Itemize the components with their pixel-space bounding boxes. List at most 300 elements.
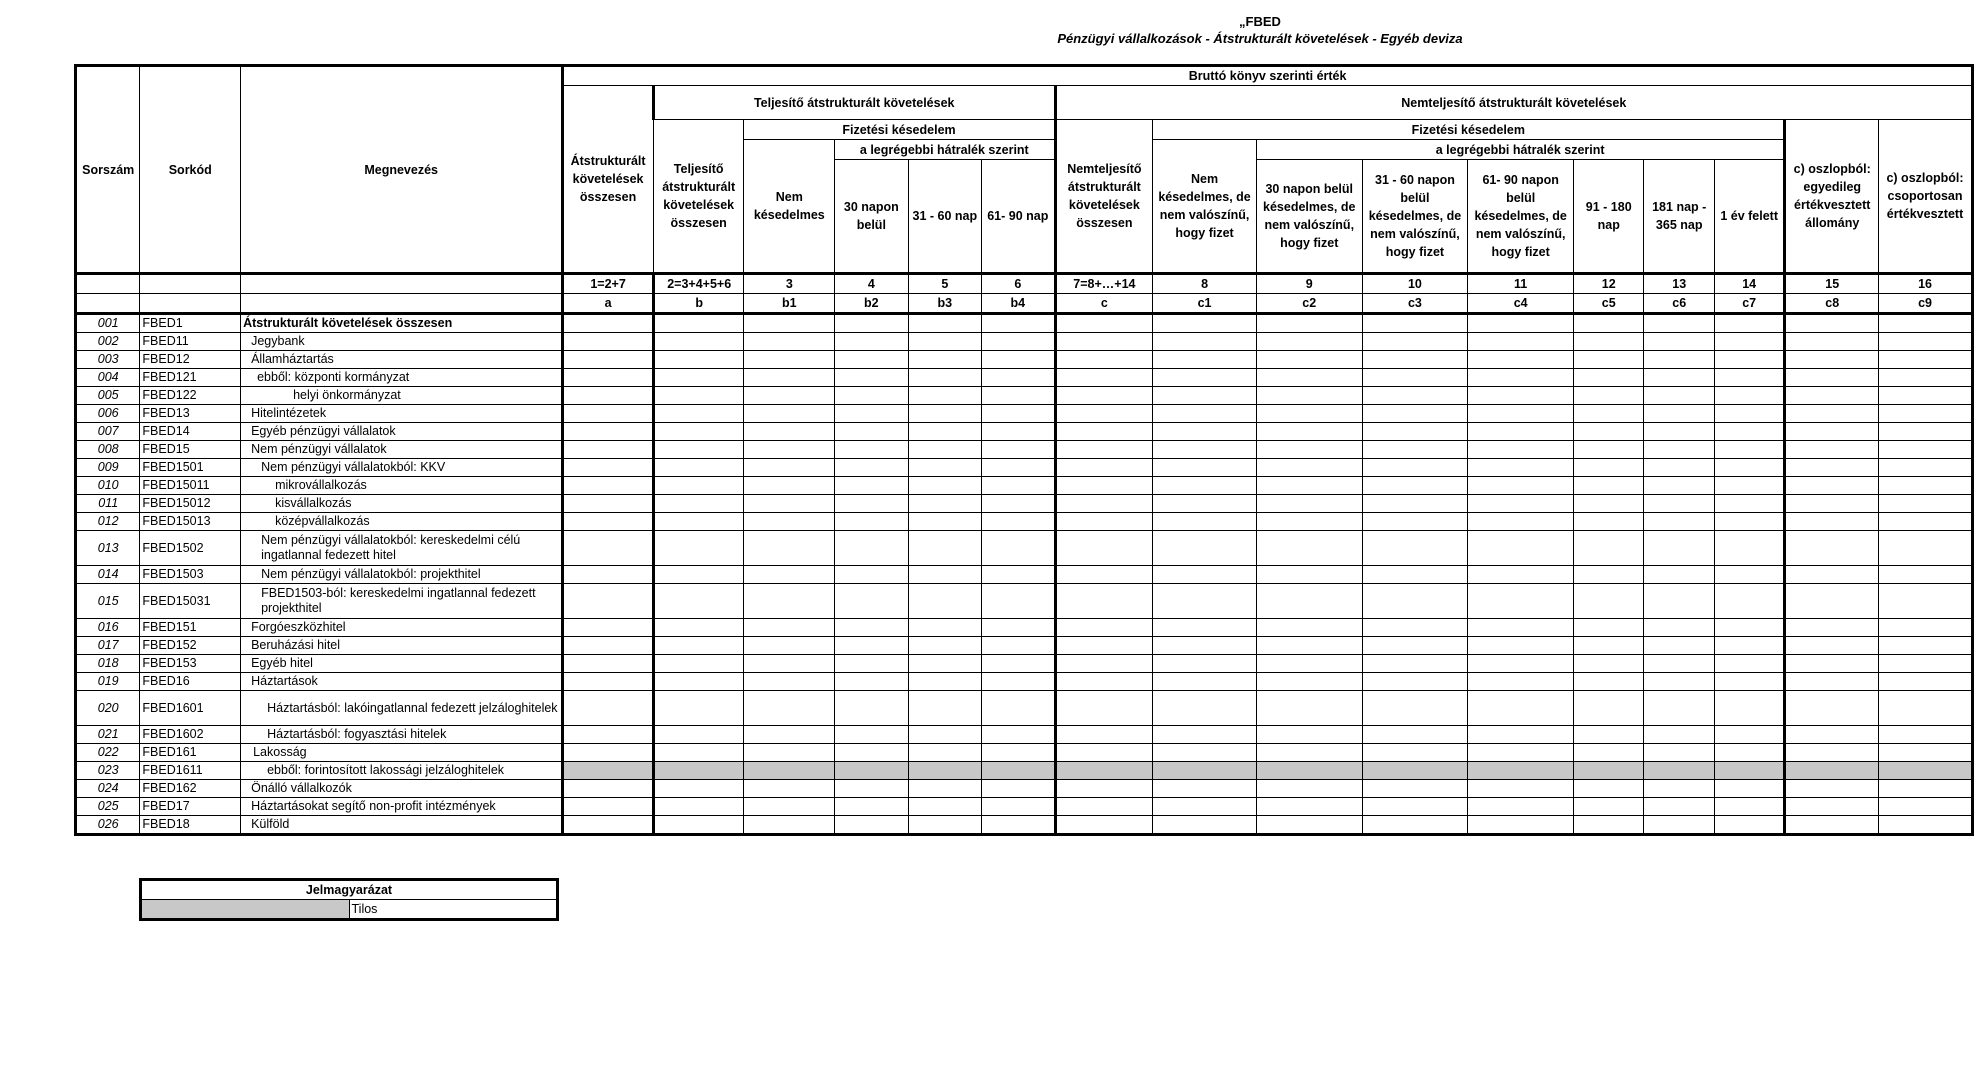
value-cell[interactable]	[1055, 726, 1153, 744]
value-cell[interactable]	[1714, 495, 1784, 513]
value-cell[interactable]	[744, 387, 835, 405]
value-cell[interactable]	[1055, 405, 1153, 423]
value-cell[interactable]	[908, 780, 981, 798]
value-cell[interactable]	[1879, 387, 1973, 405]
value-cell[interactable]	[835, 459, 908, 477]
value-cell[interactable]	[744, 531, 835, 566]
value-cell[interactable]	[1644, 513, 1714, 531]
value-cell[interactable]	[908, 744, 981, 762]
value-cell[interactable]	[1714, 441, 1784, 459]
value-cell[interactable]	[1362, 369, 1468, 387]
value-cell[interactable]	[1644, 387, 1714, 405]
value-cell[interactable]	[908, 369, 981, 387]
value-cell[interactable]	[744, 441, 835, 459]
value-cell[interactable]	[1362, 691, 1468, 726]
value-cell[interactable]	[1785, 387, 1879, 405]
value-cell[interactable]	[1785, 584, 1879, 619]
value-cell[interactable]	[1055, 673, 1153, 691]
value-cell[interactable]	[1879, 816, 1973, 835]
value-cell[interactable]	[908, 566, 981, 584]
value-cell[interactable]	[1256, 726, 1362, 744]
value-cell[interactable]	[1785, 691, 1879, 726]
value-cell[interactable]	[835, 744, 908, 762]
value-cell[interactable]	[982, 351, 1055, 369]
value-cell[interactable]	[1574, 780, 1644, 798]
value-cell[interactable]	[744, 780, 835, 798]
value-cell[interactable]	[835, 798, 908, 816]
value-cell[interactable]	[1153, 584, 1257, 619]
value-cell[interactable]	[653, 369, 744, 387]
value-cell[interactable]	[1644, 726, 1714, 744]
value-cell[interactable]	[1153, 405, 1257, 423]
value-cell[interactable]	[1785, 744, 1879, 762]
value-cell[interactable]	[835, 513, 908, 531]
value-cell[interactable]	[1574, 314, 1644, 333]
value-cell[interactable]	[744, 477, 835, 495]
value-cell[interactable]	[744, 726, 835, 744]
value-cell[interactable]	[1153, 477, 1257, 495]
value-cell[interactable]	[982, 780, 1055, 798]
value-cell[interactable]	[653, 566, 744, 584]
value-cell[interactable]	[1468, 314, 1574, 333]
value-cell[interactable]	[982, 673, 1055, 691]
value-cell[interactable]	[1714, 477, 1784, 495]
value-cell[interactable]	[653, 333, 744, 351]
value-cell[interactable]	[1055, 333, 1153, 351]
value-cell[interactable]	[1055, 351, 1153, 369]
value-cell[interactable]	[1879, 405, 1973, 423]
value-cell[interactable]	[744, 584, 835, 619]
value-cell[interactable]	[1362, 816, 1468, 835]
value-cell[interactable]	[653, 673, 744, 691]
value-cell[interactable]	[1468, 584, 1574, 619]
value-cell[interactable]	[835, 637, 908, 655]
value-cell[interactable]	[1879, 351, 1973, 369]
value-cell[interactable]	[982, 691, 1055, 726]
value-cell[interactable]	[835, 477, 908, 495]
value-cell[interactable]	[1785, 477, 1879, 495]
value-cell[interactable]	[1256, 351, 1362, 369]
value-cell[interactable]	[563, 780, 654, 798]
value-cell[interactable]	[653, 816, 744, 835]
value-cell[interactable]	[1362, 655, 1468, 673]
value-cell[interactable]	[1879, 744, 1973, 762]
value-cell[interactable]	[744, 369, 835, 387]
value-cell[interactable]	[1714, 816, 1784, 835]
value-cell[interactable]	[835, 673, 908, 691]
value-cell[interactable]	[982, 369, 1055, 387]
value-cell[interactable]	[1468, 477, 1574, 495]
value-cell[interactable]	[1785, 351, 1879, 369]
value-cell[interactable]	[908, 333, 981, 351]
value-cell[interactable]	[1055, 619, 1153, 637]
value-cell[interactable]	[1153, 314, 1257, 333]
value-cell[interactable]	[1362, 495, 1468, 513]
value-cell[interactable]	[835, 333, 908, 351]
value-cell[interactable]	[653, 405, 744, 423]
value-cell[interactable]	[653, 619, 744, 637]
value-cell[interactable]	[1714, 780, 1784, 798]
value-cell[interactable]	[982, 459, 1055, 477]
value-cell[interactable]	[908, 637, 981, 655]
value-cell[interactable]	[1574, 655, 1644, 673]
value-cell[interactable]	[908, 314, 981, 333]
value-cell[interactable]	[1055, 369, 1153, 387]
value-cell[interactable]	[653, 441, 744, 459]
value-cell[interactable]	[1785, 566, 1879, 584]
value-cell[interactable]	[1644, 673, 1714, 691]
value-cell[interactable]	[1362, 387, 1468, 405]
value-cell[interactable]	[1055, 584, 1153, 619]
value-cell[interactable]	[1714, 459, 1784, 477]
value-cell[interactable]	[563, 477, 654, 495]
value-cell[interactable]	[1785, 619, 1879, 637]
value-cell[interactable]	[1785, 405, 1879, 423]
value-cell[interactable]	[1574, 441, 1644, 459]
value-cell[interactable]	[1714, 351, 1784, 369]
value-cell[interactable]	[653, 477, 744, 495]
value-cell[interactable]	[1153, 655, 1257, 673]
value-cell[interactable]	[1785, 369, 1879, 387]
value-cell[interactable]	[1785, 495, 1879, 513]
value-cell[interactable]	[1468, 495, 1574, 513]
value-cell[interactable]	[1785, 655, 1879, 673]
value-cell[interactable]	[1468, 637, 1574, 655]
value-cell[interactable]	[1574, 726, 1644, 744]
value-cell[interactable]	[1055, 513, 1153, 531]
value-cell[interactable]	[1785, 816, 1879, 835]
value-cell[interactable]	[982, 531, 1055, 566]
value-cell[interactable]	[1879, 513, 1973, 531]
value-cell[interactable]	[1055, 566, 1153, 584]
value-cell[interactable]	[1714, 798, 1784, 816]
value-cell[interactable]	[1153, 459, 1257, 477]
value-cell[interactable]	[1362, 726, 1468, 744]
value-cell[interactable]	[1256, 405, 1362, 423]
value-cell[interactable]	[1055, 314, 1153, 333]
value-cell[interactable]	[1055, 816, 1153, 835]
value-cell[interactable]	[982, 387, 1055, 405]
value-cell[interactable]	[1153, 369, 1257, 387]
value-cell[interactable]	[1055, 459, 1153, 477]
value-cell[interactable]	[563, 673, 654, 691]
value-cell[interactable]	[653, 351, 744, 369]
value-cell[interactable]	[1574, 744, 1644, 762]
value-cell[interactable]	[835, 780, 908, 798]
value-cell[interactable]	[1256, 314, 1362, 333]
value-cell[interactable]	[982, 816, 1055, 835]
value-cell[interactable]	[1879, 637, 1973, 655]
value-cell[interactable]	[1256, 513, 1362, 531]
value-cell[interactable]	[982, 495, 1055, 513]
value-cell[interactable]	[563, 531, 654, 566]
value-cell[interactable]	[1879, 495, 1973, 513]
value-cell[interactable]	[563, 423, 654, 441]
value-cell[interactable]	[1714, 405, 1784, 423]
value-cell[interactable]	[1574, 459, 1644, 477]
value-cell[interactable]	[1468, 726, 1574, 744]
value-cell[interactable]	[563, 816, 654, 835]
value-cell[interactable]	[908, 531, 981, 566]
value-cell[interactable]	[1468, 691, 1574, 726]
value-cell[interactable]	[835, 655, 908, 673]
value-cell[interactable]	[1256, 584, 1362, 619]
value-cell[interactable]	[1055, 531, 1153, 566]
value-cell[interactable]	[1256, 673, 1362, 691]
value-cell[interactable]	[1153, 387, 1257, 405]
value-cell[interactable]	[1644, 351, 1714, 369]
value-cell[interactable]	[1785, 459, 1879, 477]
value-cell[interactable]	[1153, 531, 1257, 566]
value-cell[interactable]	[1714, 584, 1784, 619]
value-cell[interactable]	[1256, 387, 1362, 405]
value-cell[interactable]	[1055, 441, 1153, 459]
value-cell[interactable]	[1574, 495, 1644, 513]
value-cell[interactable]	[835, 369, 908, 387]
value-cell[interactable]	[1055, 691, 1153, 726]
value-cell[interactable]	[1256, 691, 1362, 726]
value-cell[interactable]	[1055, 387, 1153, 405]
value-cell[interactable]	[835, 405, 908, 423]
value-cell[interactable]	[1153, 744, 1257, 762]
value-cell[interactable]	[1468, 744, 1574, 762]
value-cell[interactable]	[1362, 566, 1468, 584]
value-cell[interactable]	[1785, 726, 1879, 744]
value-cell[interactable]	[1714, 691, 1784, 726]
value-cell[interactable]	[1153, 333, 1257, 351]
value-cell[interactable]	[744, 637, 835, 655]
value-cell[interactable]	[1574, 566, 1644, 584]
value-cell[interactable]	[744, 459, 835, 477]
value-cell[interactable]	[1574, 816, 1644, 835]
value-cell[interactable]	[1879, 314, 1973, 333]
value-cell[interactable]	[1256, 566, 1362, 584]
value-cell[interactable]	[1468, 619, 1574, 637]
value-cell[interactable]	[1879, 726, 1973, 744]
value-cell[interactable]	[1256, 423, 1362, 441]
value-cell[interactable]	[1879, 584, 1973, 619]
value-cell[interactable]	[1714, 744, 1784, 762]
value-cell[interactable]	[1362, 584, 1468, 619]
value-cell[interactable]	[1644, 584, 1714, 619]
value-cell[interactable]	[1256, 619, 1362, 637]
value-cell[interactable]	[908, 619, 981, 637]
value-cell[interactable]	[653, 798, 744, 816]
value-cell[interactable]	[653, 584, 744, 619]
value-cell[interactable]	[1714, 637, 1784, 655]
value-cell[interactable]	[1714, 387, 1784, 405]
value-cell[interactable]	[1879, 369, 1973, 387]
value-cell[interactable]	[1574, 673, 1644, 691]
value-cell[interactable]	[1153, 726, 1257, 744]
value-cell[interactable]	[1574, 477, 1644, 495]
value-cell[interactable]	[1468, 405, 1574, 423]
value-cell[interactable]	[1153, 566, 1257, 584]
value-cell[interactable]	[835, 441, 908, 459]
value-cell[interactable]	[1153, 673, 1257, 691]
value-cell[interactable]	[1879, 566, 1973, 584]
value-cell[interactable]	[1785, 513, 1879, 531]
value-cell[interactable]	[744, 744, 835, 762]
value-cell[interactable]	[1256, 495, 1362, 513]
value-cell[interactable]	[1644, 333, 1714, 351]
value-cell[interactable]	[1574, 405, 1644, 423]
value-cell[interactable]	[1153, 691, 1257, 726]
value-cell[interactable]	[1468, 351, 1574, 369]
value-cell[interactable]	[1714, 726, 1784, 744]
value-cell[interactable]	[563, 584, 654, 619]
value-cell[interactable]	[744, 351, 835, 369]
value-cell[interactable]	[1574, 333, 1644, 351]
value-cell[interactable]	[1362, 333, 1468, 351]
value-cell[interactable]	[1362, 619, 1468, 637]
value-cell[interactable]	[835, 531, 908, 566]
value-cell[interactable]	[653, 423, 744, 441]
value-cell[interactable]	[1153, 816, 1257, 835]
value-cell[interactable]	[1362, 314, 1468, 333]
value-cell[interactable]	[835, 584, 908, 619]
value-cell[interactable]	[1574, 637, 1644, 655]
value-cell[interactable]	[653, 314, 744, 333]
value-cell[interactable]	[1574, 619, 1644, 637]
value-cell[interactable]	[1362, 637, 1468, 655]
value-cell[interactable]	[1785, 780, 1879, 798]
value-cell[interactable]	[982, 655, 1055, 673]
value-cell[interactable]	[1644, 691, 1714, 726]
value-cell[interactable]	[1879, 619, 1973, 637]
value-cell[interactable]	[908, 477, 981, 495]
value-cell[interactable]	[1644, 314, 1714, 333]
value-cell[interactable]	[1879, 691, 1973, 726]
value-cell[interactable]	[653, 780, 744, 798]
value-cell[interactable]	[1362, 423, 1468, 441]
value-cell[interactable]	[563, 351, 654, 369]
value-cell[interactable]	[1879, 531, 1973, 566]
value-cell[interactable]	[908, 423, 981, 441]
value-cell[interactable]	[1055, 495, 1153, 513]
value-cell[interactable]	[1879, 798, 1973, 816]
value-cell[interactable]	[1879, 780, 1973, 798]
value-cell[interactable]	[982, 619, 1055, 637]
value-cell[interactable]	[1468, 816, 1574, 835]
value-cell[interactable]	[1644, 744, 1714, 762]
value-cell[interactable]	[1574, 387, 1644, 405]
value-cell[interactable]	[982, 405, 1055, 423]
value-cell[interactable]	[1574, 351, 1644, 369]
value-cell[interactable]	[1256, 637, 1362, 655]
value-cell[interactable]	[1574, 531, 1644, 566]
value-cell[interactable]	[1256, 441, 1362, 459]
value-cell[interactable]	[1574, 798, 1644, 816]
value-cell[interactable]	[744, 655, 835, 673]
value-cell[interactable]	[1644, 477, 1714, 495]
value-cell[interactable]	[1644, 441, 1714, 459]
value-cell[interactable]	[744, 513, 835, 531]
value-cell[interactable]	[1055, 655, 1153, 673]
value-cell[interactable]	[1468, 780, 1574, 798]
value-cell[interactable]	[982, 314, 1055, 333]
value-cell[interactable]	[1256, 459, 1362, 477]
value-cell[interactable]	[744, 798, 835, 816]
value-cell[interactable]	[1153, 351, 1257, 369]
value-cell[interactable]	[835, 495, 908, 513]
value-cell[interactable]	[1256, 744, 1362, 762]
value-cell[interactable]	[1362, 798, 1468, 816]
value-cell[interactable]	[1574, 513, 1644, 531]
value-cell[interactable]	[563, 333, 654, 351]
value-cell[interactable]	[1362, 405, 1468, 423]
value-cell[interactable]	[1879, 655, 1973, 673]
value-cell[interactable]	[835, 816, 908, 835]
value-cell[interactable]	[908, 459, 981, 477]
value-cell[interactable]	[908, 387, 981, 405]
value-cell[interactable]	[1714, 673, 1784, 691]
value-cell[interactable]	[1362, 780, 1468, 798]
value-cell[interactable]	[563, 387, 654, 405]
value-cell[interactable]	[908, 816, 981, 835]
value-cell[interactable]	[1362, 744, 1468, 762]
value-cell[interactable]	[744, 691, 835, 726]
value-cell[interactable]	[744, 495, 835, 513]
value-cell[interactable]	[744, 423, 835, 441]
value-cell[interactable]	[1362, 673, 1468, 691]
value-cell[interactable]	[744, 314, 835, 333]
value-cell[interactable]	[744, 619, 835, 637]
value-cell[interactable]	[1879, 333, 1973, 351]
value-cell[interactable]	[653, 744, 744, 762]
value-cell[interactable]	[1256, 780, 1362, 798]
value-cell[interactable]	[563, 566, 654, 584]
value-cell[interactable]	[1256, 369, 1362, 387]
value-cell[interactable]	[1153, 495, 1257, 513]
value-cell[interactable]	[908, 655, 981, 673]
value-cell[interactable]	[982, 798, 1055, 816]
value-cell[interactable]	[1714, 369, 1784, 387]
value-cell[interactable]	[1468, 655, 1574, 673]
value-cell[interactable]	[982, 333, 1055, 351]
value-cell[interactable]	[1468, 333, 1574, 351]
value-cell[interactable]	[1785, 531, 1879, 566]
value-cell[interactable]	[563, 495, 654, 513]
value-cell[interactable]	[1574, 369, 1644, 387]
value-cell[interactable]	[982, 513, 1055, 531]
value-cell[interactable]	[563, 369, 654, 387]
value-cell[interactable]	[982, 441, 1055, 459]
value-cell[interactable]	[653, 637, 744, 655]
value-cell[interactable]	[1644, 531, 1714, 566]
value-cell[interactable]	[1574, 691, 1644, 726]
value-cell[interactable]	[982, 566, 1055, 584]
value-cell[interactable]	[1153, 798, 1257, 816]
value-cell[interactable]	[563, 637, 654, 655]
value-cell[interactable]	[1468, 459, 1574, 477]
value-cell[interactable]	[908, 441, 981, 459]
value-cell[interactable]	[1714, 333, 1784, 351]
value-cell[interactable]	[1644, 816, 1714, 835]
value-cell[interactable]	[835, 423, 908, 441]
value-cell[interactable]	[1644, 566, 1714, 584]
value-cell[interactable]	[1468, 531, 1574, 566]
value-cell[interactable]	[1574, 584, 1644, 619]
value-cell[interactable]	[835, 351, 908, 369]
value-cell[interactable]	[1468, 387, 1574, 405]
value-cell[interactable]	[1362, 441, 1468, 459]
value-cell[interactable]	[982, 423, 1055, 441]
value-cell[interactable]	[1153, 441, 1257, 459]
value-cell[interactable]	[1468, 566, 1574, 584]
value-cell[interactable]	[1644, 369, 1714, 387]
value-cell[interactable]	[744, 673, 835, 691]
